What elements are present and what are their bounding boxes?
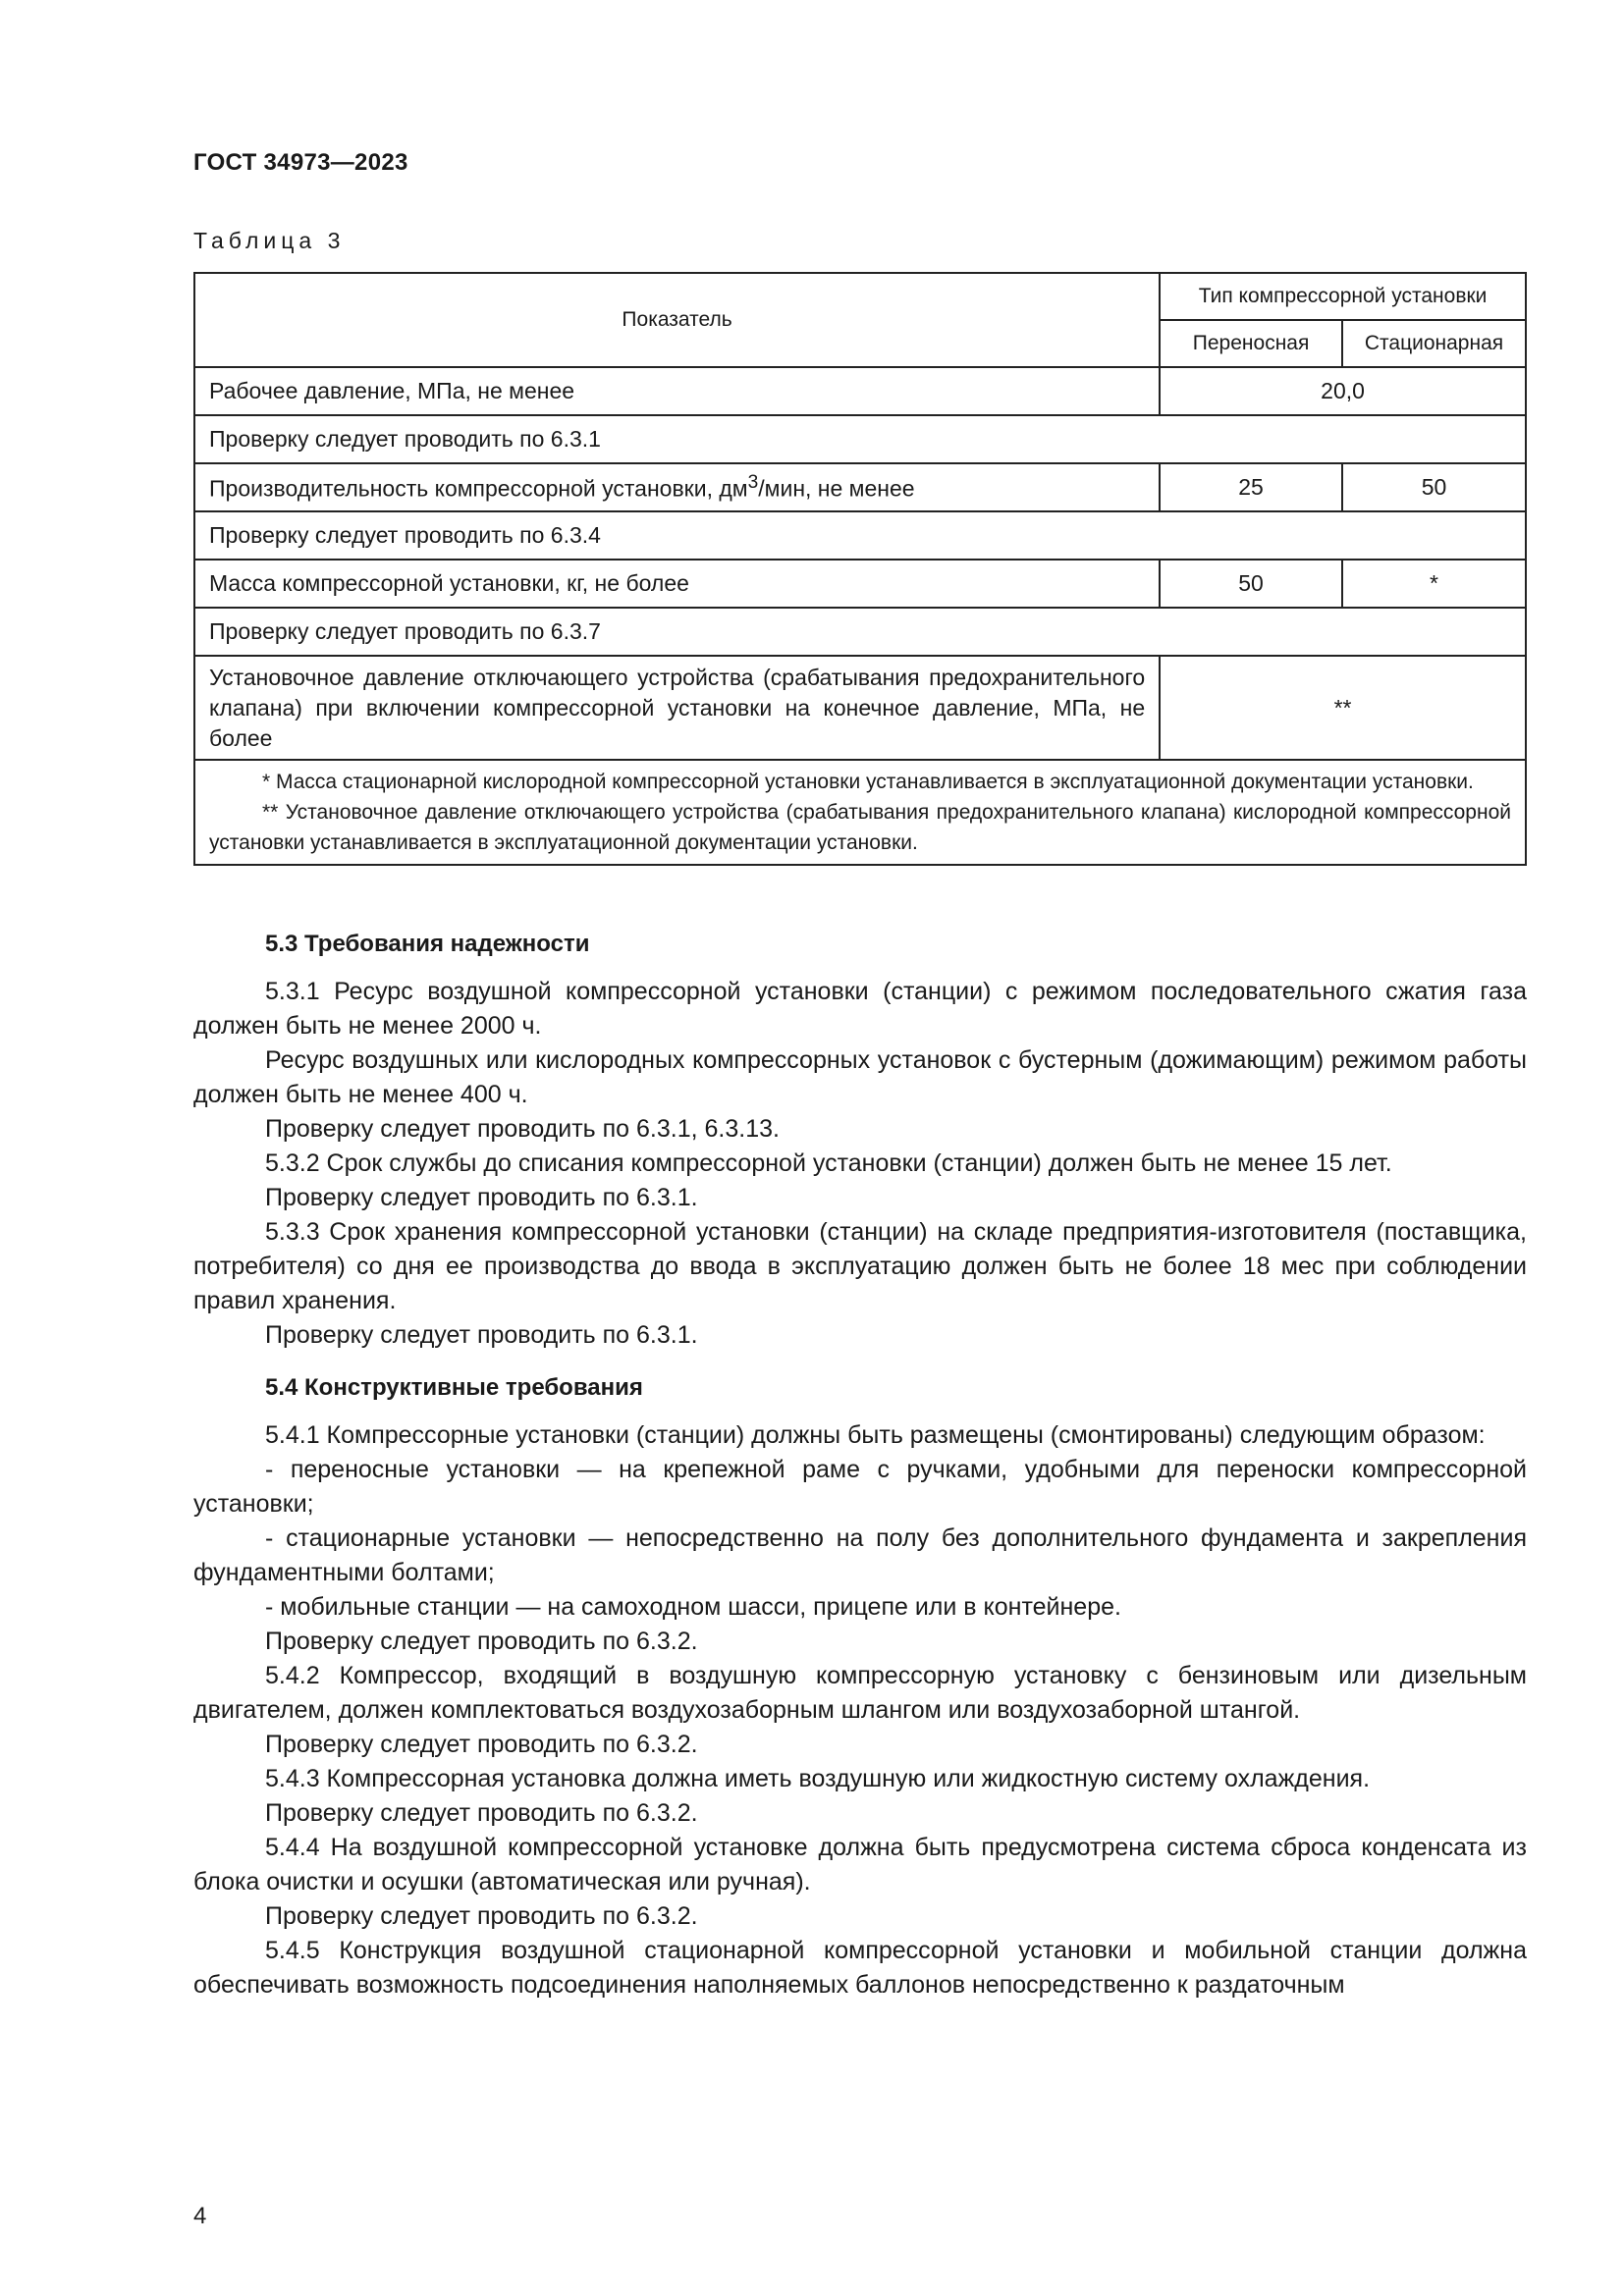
paragraph: 5.4.4 На воздушной компрессорной установке должна быть предусмотрена система сброса конденсата из блока очистки и осушки (автоматическая или ручная). xyxy=(193,1834,1527,1896)
paragraph: 5.4.3 Компрессорная установка должна иметь воздушную или жидкостную систему охлаждения. xyxy=(265,1765,1371,1792)
setting-pressure-label: Установочное давление отключающего устройства (срабатывания предохранительного клапана) при включении компрессорной установки на конечное давление, МПа, не более xyxy=(194,656,1160,760)
mass-portable: 50 xyxy=(1160,560,1342,608)
mass-label: Масса компрессорной установки, кг, не более xyxy=(194,560,1160,608)
check-reference: Проверку следует проводить по 6.3.7 xyxy=(194,608,1526,656)
table-caption: Таблица 3 xyxy=(193,228,346,253)
capacity-label xyxy=(194,463,1160,511)
table-row xyxy=(194,367,1526,415)
paragraph: Проверку следует проводить по 6.3.1, 6.3.13. xyxy=(265,1115,780,1143)
paragraph: Проверку следует проводить по 6.3.2. xyxy=(265,1628,698,1655)
table-header-row xyxy=(194,273,1526,320)
table-note: ** Установочное давление отключающего устройства (срабатывания предохранительного клапана) кислородной компрессорной установки устанавливается в эксплуатационной документации установки. xyxy=(209,801,1511,854)
table-row xyxy=(194,656,1526,760)
paragraph: Ресурс воздушных или кислородных компрессорных установок с бустерным (дожимающим) режимом работы должен быть не менее 400 ч. xyxy=(193,1046,1527,1108)
main-content xyxy=(193,928,1527,2002)
paragraph: Проверку следует проводить по 6.3.1. xyxy=(265,1321,698,1349)
header-portable: Переносная xyxy=(1160,320,1342,367)
paragraph: 5.3.1 Ресурс воздушной компрессорной установки (станции) с режимом последовательного сжатия газа должен быть не менее 2000 ч. xyxy=(193,978,1527,1040)
paragraph: Проверку следует проводить по 6.3.2. xyxy=(265,1902,698,1930)
table-row xyxy=(194,511,1526,560)
section-heading-5-4: 5.4 Конструктивные требования xyxy=(265,1374,643,1401)
paragraph: - мобильные станции — на самоходном шасси, прицепе или в контейнере. xyxy=(265,1593,1121,1621)
paragraph: - переносные установки — на крепежной раме с ручками, удобными для переноски компрессорной установки; xyxy=(193,1456,1527,1518)
paragraph: 5.3.2 Срок службы до списания компрессорной установки (станции) должен быть не менее 15 лет. xyxy=(265,1149,1392,1177)
document-code: ГОСТ 34973—2023 xyxy=(193,149,408,176)
paragraph: Проверку следует проводить по 6.3.1. xyxy=(265,1184,698,1211)
check-reference: Проверку следует проводить по 6.3.4 xyxy=(194,511,1526,560)
pressure-label: Рабочее давление, МПа, не менее xyxy=(194,367,1160,415)
paragraph: 5.3.3 Срок хранения компрессорной установки (станции) на складе предприятия-изготовителя (поставщика, потребителя) со дня ее производства до ввода в эксплуатацию должен быть не более 18 мес при соблюдении правил хранения. xyxy=(193,1218,1527,1314)
paragraph: 5.4.5 Конструкция воздушной стационарной компрессорной установки и мобильной станции должна обеспечивать возможность подсоединения наполняемых баллонов непосредственно к раздаточным xyxy=(193,1937,1527,1999)
mass-stationary: * xyxy=(1342,560,1526,608)
table-notes xyxy=(194,760,1526,865)
header-type-group: Тип компрессорной установки xyxy=(1160,273,1526,320)
paragraph: Проверку следует проводить по 6.3.2. xyxy=(265,1731,698,1758)
table-row xyxy=(194,560,1526,608)
check-reference: Проверку следует проводить по 6.3.1 xyxy=(194,415,1526,463)
capacity-portable: 25 xyxy=(1160,463,1342,511)
capacity-label-unit: /мин, не менее xyxy=(758,475,915,502)
pressure-value: 20,0 xyxy=(1160,367,1526,415)
capacity-stationary: 50 xyxy=(1342,463,1526,511)
requirements-table xyxy=(193,272,1527,866)
paragraph: 5.4.1 Компрессорные установки (станции) должны быть размещены (смонтированы) следующим образом: xyxy=(265,1421,1486,1449)
table-row xyxy=(194,608,1526,656)
table-note: * Масса стационарной кислородной компрессорной установки устанавливается в эксплуатационной документации установки. xyxy=(262,771,1474,793)
paragraph: 5.4.2 Компрессор, входящий в воздушную компрессорную установку с бензиновым или дизельным двигателем, должен комплектоваться воздухозаборным шлангом или воздухозаборной штангой. xyxy=(193,1662,1527,1724)
header-stationary: Стационарная xyxy=(1342,320,1526,367)
table-notes-row xyxy=(194,760,1526,865)
paragraph: - стационарные установки — непосредственно на полу без дополнительного фундамента и закрепления фундаментными болтами; xyxy=(193,1524,1527,1586)
header-indicator: Показатель xyxy=(194,273,1160,367)
paragraph: Проверку следует проводить по 6.3.2. xyxy=(265,1799,698,1827)
table-row xyxy=(194,463,1526,511)
page-number: 4 xyxy=(193,2203,207,2229)
capacity-label-exponent: 3 xyxy=(747,472,759,494)
table-row xyxy=(194,415,1526,463)
section-heading-5-3: 5.3 Требования надежности xyxy=(265,931,590,957)
setting-pressure-value: ** xyxy=(1160,656,1526,760)
capacity-label-text: Производительность компрессорной установки, дм xyxy=(209,475,748,502)
